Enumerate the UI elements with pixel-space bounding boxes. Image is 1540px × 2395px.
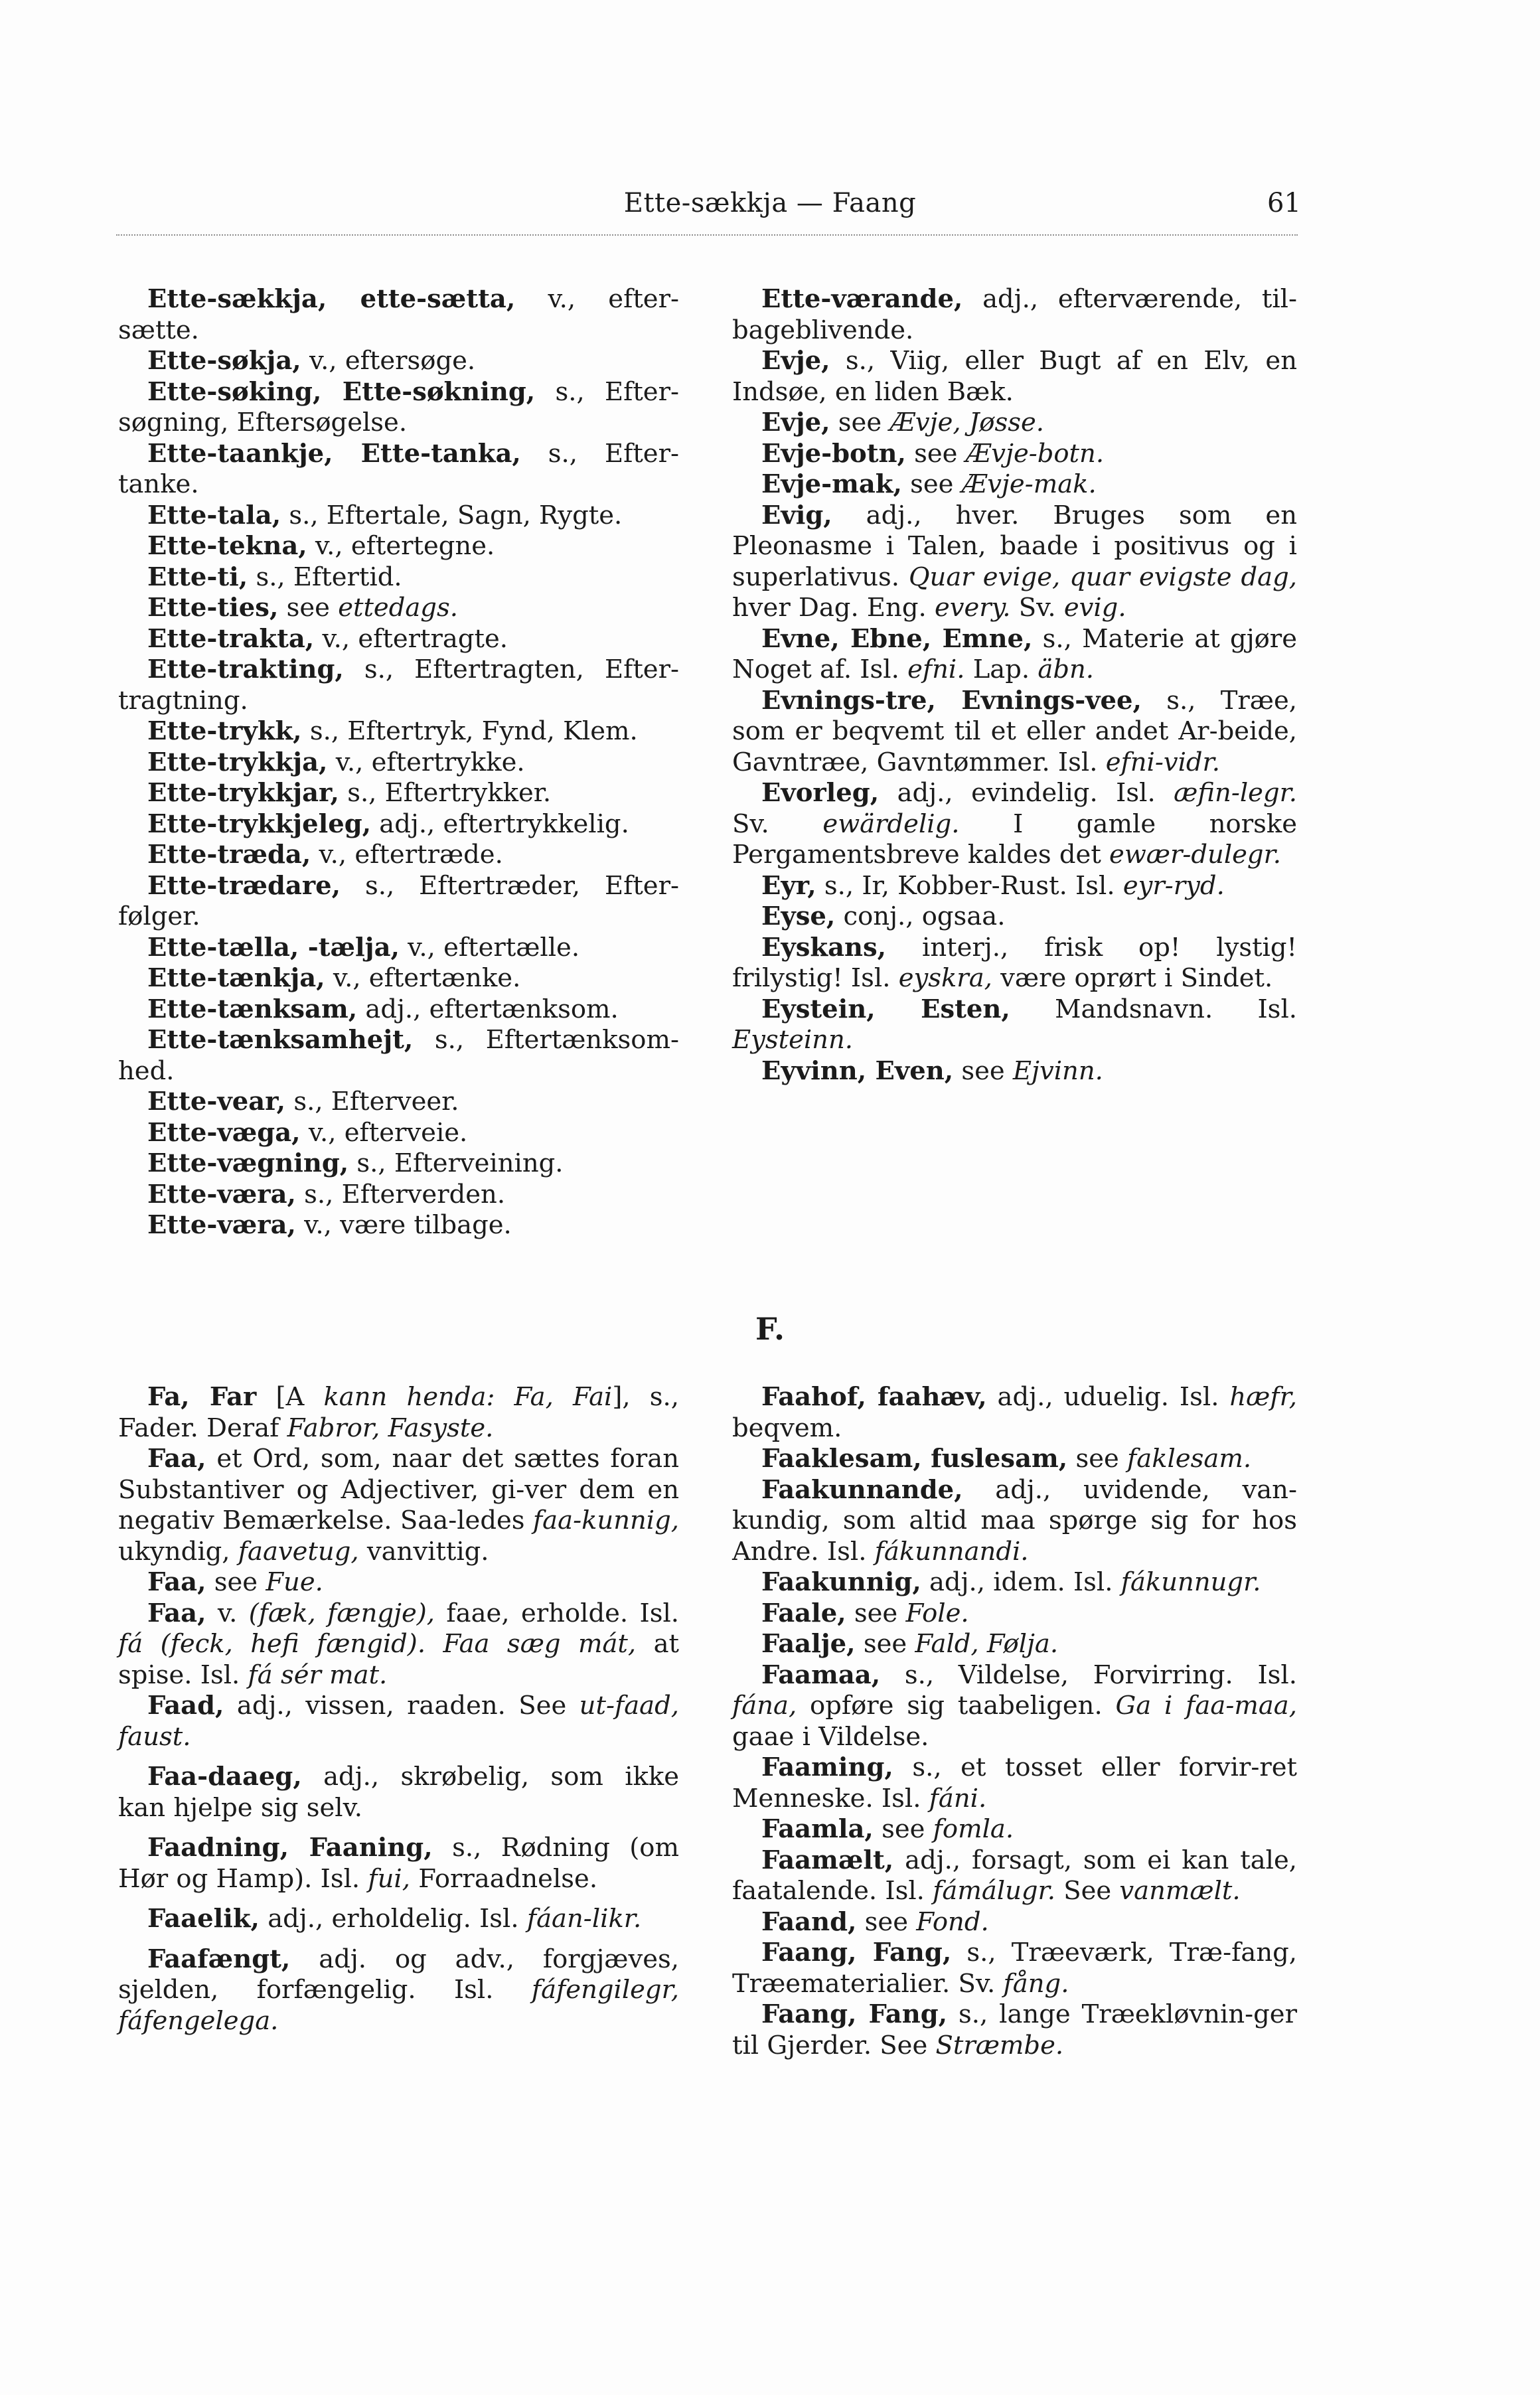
dictionary-entry (732, 1660, 1297, 1753)
italic-text: efni. (907, 655, 965, 684)
page-header-title: Ette-sækkja — Faang (623, 188, 917, 218)
definition-text: adj., uvidende, van-kundig, som altid maa spørge sig for hos Andre. Isl. (732, 1474, 1297, 1567)
definition-text: vanvittig. (358, 1536, 489, 1567)
headword: Evig, (761, 500, 832, 530)
definition-text: s., et tosset eller forvir-ret Menneske. Isl. (732, 1752, 1297, 1814)
italic-text: evig. (1063, 593, 1126, 623)
definition-text: s., Eftertrykker. (339, 778, 552, 808)
headword: Evje, (761, 408, 830, 437)
definition-text: s., Træe, som er beqvemt til et eller andet Ar-beide, Gavntræe, Gavntømmer. Isl. (732, 685, 1297, 777)
definition-text: see (855, 1629, 915, 1659)
italic-text: Fole. (905, 1598, 969, 1628)
definition-text: see (901, 469, 962, 499)
dictionary-entry (732, 469, 1297, 501)
headword: Evje, (761, 346, 830, 376)
definition-text: adj. og adv., forgjæves, sjelden, forfængelig. Isl. (118, 1944, 679, 2005)
dictionary-entry (118, 377, 679, 439)
dictionary-entry (118, 1210, 679, 1241)
headword: Ette-trædare, (147, 870, 341, 901)
column-left-lower (118, 1382, 679, 2037)
definition-text: s., Eftertryk, Fynd, Klem. (301, 716, 638, 746)
dictionary-entry (118, 933, 679, 964)
italic-text: fákunnandi. (874, 1536, 1029, 1567)
dictionary-entry (732, 1845, 1297, 1907)
headword: Faad, (147, 1691, 224, 1721)
italic-text: Ga i faa-maa, (1115, 1691, 1297, 1721)
dictionary-entry (118, 747, 679, 779)
headword: Ette-vear, (147, 1087, 286, 1117)
dictionary-entry (118, 1087, 679, 1118)
dictionary-entry (732, 1752, 1297, 1814)
dictionary-entry (732, 994, 1297, 1056)
dictionary-entry (732, 1475, 1297, 1568)
headword: Ette-trakting, (147, 655, 344, 684)
dictionary-entry (118, 1567, 679, 1598)
dictionary-entry (732, 778, 1297, 871)
dictionary-entry (732, 901, 1297, 933)
definition-text: ], s., Fader. Deraf (118, 1382, 679, 1443)
italic-text: faa-kunnig, (532, 1506, 679, 1535)
definition-text: see (873, 1814, 933, 1844)
dictionary-entry (732, 1814, 1297, 1845)
italic-text: Eysteinn. (732, 1025, 854, 1055)
headword: Ette-trykkjeleg, (147, 809, 372, 839)
headword: Ette-tænkja, (147, 963, 325, 993)
italic-text: fáni. (929, 1783, 987, 1814)
dictionary-entry (118, 1833, 679, 1894)
definition-text: adj., hver. Bruges som en Pleonasme i Talen, baade i positivus og i superlativus. (732, 500, 1297, 592)
headword: Ette-tala, (147, 500, 281, 530)
italic-text: eyskra, (898, 963, 992, 993)
column-right-upper (732, 284, 1297, 1087)
definition-text: s., Efterveining. (348, 1148, 564, 1178)
definition-text: see (206, 1567, 266, 1597)
dictionary-entry (118, 1944, 679, 2037)
headword: Faahof, faahæv, (761, 1382, 987, 1412)
definition-text: s., Efterveer. (285, 1087, 459, 1117)
headword: Faaelik, (147, 1904, 260, 1934)
definition-text: hver Dag. Eng. (732, 593, 935, 623)
definition-text: s., lange Træekløvnin-ger til Gjerder. See (732, 1999, 1297, 2060)
definition-text: s., Efter-søgning, Eftersøgelse. (118, 376, 680, 437)
definition-text: interj., frisk op! lystig! frilystig! Isl. (732, 932, 1297, 993)
italic-text: ut-faad, faust. (118, 1691, 679, 1752)
headword: Eyr, (761, 870, 816, 901)
definition-text: See (1055, 1876, 1120, 1906)
definition-text: I gamle norske Pergamentsbreve kaldes det (732, 809, 1297, 870)
dictionary-entry (732, 1629, 1297, 1660)
dictionary-entry (732, 501, 1297, 624)
definition-text: v., efter-sætte. (118, 284, 679, 345)
definition-text: adj., uduelig. Isl. (986, 1382, 1230, 1412)
dictionary-entry (118, 963, 679, 994)
definition-text: v., eftertegne. (307, 531, 495, 561)
definition-text: s., Materie at gjøre Noget af. Isl. (732, 623, 1297, 684)
headword: Faalje, (761, 1629, 856, 1659)
dictionary-entry (118, 439, 679, 501)
headword: Ette-træda, (147, 840, 311, 870)
definition-text: Sv. (1010, 593, 1064, 623)
headword: Ette-vægning, (147, 1148, 349, 1178)
definition-text: adj., vissen, raaden. See (224, 1691, 579, 1721)
italic-text: Fabror, Fasyste. (287, 1413, 494, 1443)
italic-text: Ævje-botn. (965, 438, 1105, 469)
dictionary-entry (118, 501, 679, 532)
italic-text: hæfr, (1229, 1382, 1298, 1412)
headword: Faakunnande, (761, 1474, 963, 1505)
definition-text: see (830, 408, 890, 437)
headword: Ette-væra, (147, 1179, 296, 1209)
headword: Ette-tekna, (147, 531, 307, 561)
definition-text: adj., efterværende, til-bageblivende. (732, 284, 1297, 345)
headword: Faang, Fang, (761, 1938, 952, 1968)
definition-text: s., Viig, eller Bugt af en Elv, en Indsøe, en liden Bæk. (732, 346, 1297, 407)
italic-text: æfin-legr. (1174, 778, 1297, 808)
headword: Ette-søkja, (147, 346, 301, 376)
dictionary-entry (732, 1382, 1297, 1444)
dictionary-entry (118, 1904, 679, 1935)
definition-text: adj., evindelig. Isl. (879, 778, 1174, 808)
italic-text: fui, (368, 1863, 410, 1894)
headword: Ette-trykkja, (147, 747, 328, 777)
italic-text: Fald, Følja. (915, 1629, 1059, 1659)
dictionary-entry (118, 840, 679, 871)
definition-text: Mandsnavn. Isl. (1010, 994, 1297, 1024)
definition-text: adj., forsagt, som ei kan tale, faatalende. Isl. (732, 1845, 1297, 1906)
definition-text: s., Eftertænksom-hed. (118, 1025, 679, 1086)
headword: Eyse, (761, 901, 836, 931)
definition-text: være oprørt i Sindet. (992, 963, 1273, 993)
dictionary-entry (118, 1148, 679, 1180)
page-number: 61 (1267, 188, 1301, 218)
dictionary-entry (118, 1691, 679, 1752)
headword: Faamaa, (761, 1660, 881, 1690)
headword: Ette-trykkjar, (147, 778, 339, 808)
dictionary-entry (118, 1444, 679, 1567)
headword: Eystein, Esten, (761, 994, 1010, 1024)
definition-text: adj., skrøbelig, som ikke kan hjelpe sig selv. (118, 1762, 679, 1823)
italic-text: fá (feck, hefi fængid). Faa sæg mát, (118, 1629, 637, 1659)
dictionary-entry (118, 624, 679, 655)
definition-text: s., Efterverden. (295, 1179, 506, 1209)
definition-text: at spise. Isl. (118, 1629, 680, 1690)
dictionary-entry (732, 1598, 1297, 1630)
definition-text: s., Efter-tanke. (118, 438, 680, 499)
section-letter: F. (755, 1311, 785, 1347)
italic-text: vanmælt. (1119, 1876, 1241, 1906)
headword: Faa, (147, 1567, 206, 1597)
dictionary-entry (732, 408, 1297, 439)
dictionary-entry (732, 346, 1297, 408)
dictionary-entry (118, 1118, 679, 1149)
dictionary-entry (732, 1907, 1297, 1938)
definition-text: s., Eftertragten, Efter-tragtning. (118, 655, 679, 716)
dictionary-entry (732, 871, 1297, 902)
dictionary-entry (118, 655, 679, 716)
definition-text: [A (256, 1382, 324, 1412)
headword: Faamla, (761, 1814, 874, 1844)
italic-text: kann henda: Fa, Fai (323, 1382, 613, 1412)
definition-text: s., Eftertid. (248, 562, 402, 592)
header-rule (116, 234, 1298, 236)
italic-text: Quar evige, quar evigste dag, (908, 562, 1297, 592)
italic-text: Ævje, Jøsse. (889, 408, 1044, 437)
definition-text: v., eftertrykke. (327, 747, 525, 777)
definition-text: v., være tilbage. (295, 1210, 512, 1240)
definition-text: adj., idem. Isl. (921, 1567, 1121, 1597)
headword: Faadning, Faaning, (147, 1833, 433, 1863)
headword: Faang, Fang, (761, 1999, 948, 2029)
headword: Faamælt, (761, 1845, 894, 1875)
headword: Faale, (761, 1598, 846, 1628)
dictionary-entry (118, 1762, 679, 1823)
headword: Fa, Far (147, 1382, 257, 1412)
headword: Ette-søking, Ette-søkning, (147, 376, 536, 407)
italic-text: Fue. (266, 1567, 323, 1597)
headword: Ette-væga, (147, 1117, 301, 1148)
headword: Ette-værande, (761, 284, 963, 314)
italic-text: fá sér mat. (248, 1660, 388, 1690)
dictionary-entry (732, 1938, 1297, 1999)
dictionary-entry (118, 809, 679, 840)
headword: Ette-taankje, Ette-tanka, (147, 438, 521, 469)
headword: Ette-tælla, -tælja, (147, 932, 400, 963)
headword: Eyvinn, Even, (761, 1055, 954, 1086)
dictionary-entry (732, 624, 1297, 686)
definition-text: see (856, 1906, 917, 1937)
dictionary-entry (118, 562, 679, 593)
italic-text: ewær-dulegr. (1109, 840, 1281, 870)
dictionary-entry (118, 1025, 679, 1087)
headword: Ette-tænksam, (147, 994, 358, 1024)
definition-text: see (846, 1598, 906, 1628)
dictionary-entry (118, 1180, 679, 1211)
italic-text: Ævje-mak. (961, 469, 1097, 499)
italic-text: Stræmbe. (935, 2030, 1064, 2060)
dictionary-entry (118, 871, 679, 933)
definition-text: s., Vildelse, Forvirring. Isl. (880, 1660, 1297, 1690)
definition-text: see (953, 1055, 1013, 1086)
dictionary-entry (118, 531, 679, 562)
dictionary-entry (732, 1444, 1297, 1475)
definition-text: see (905, 438, 966, 469)
definition-text: beqvem. (732, 1413, 842, 1443)
definition-text: v. (206, 1598, 249, 1628)
italic-text: faavetug, (238, 1536, 359, 1567)
definition-text: s., Rødning (om Hør og Hamp). Isl. (118, 1833, 679, 1894)
headword: Ette-tænksamhejt, (147, 1025, 414, 1055)
definition-text: Lap. (964, 655, 1038, 684)
headword: Ette-trakta, (147, 623, 315, 654)
italic-text: fáan-likr. (526, 1904, 642, 1934)
italic-text: fomla. (933, 1814, 1014, 1844)
definition-text: see (1067, 1444, 1128, 1474)
headword: Faaklesam, fuslesam, (761, 1444, 1068, 1474)
dictionary-entry (118, 284, 679, 346)
definition-text: v., eftertænke. (325, 963, 521, 993)
headword: Faakunnig, (761, 1567, 921, 1597)
headword: Evne, Ebne, Emne, (761, 623, 1033, 654)
dictionary-entry (732, 1056, 1297, 1087)
definition-text: conj., ogsaa. (835, 901, 1006, 931)
definition-text: v., eftersøge. (301, 346, 476, 376)
headword: Faafængt, (147, 1944, 291, 1974)
italic-text: fámálugr. (933, 1876, 1055, 1906)
italic-text: every. (934, 593, 1011, 623)
italic-text: Ejvinn. (1012, 1055, 1103, 1086)
dictionary-entry (118, 1598, 679, 1691)
definition-text: et Ord, som, naar det sættes foran Substantiver og Adjectiver, gi-ver dem en negativ Bemærkelse. Saa-ledes (118, 1444, 679, 1535)
italic-text: eyr-ryd. (1122, 870, 1225, 901)
italic-text: faklesam. (1127, 1444, 1252, 1474)
definition-text: Forraadnelse. (410, 1863, 598, 1894)
headword: Eyskans, (761, 932, 887, 963)
italic-text: Fond. (916, 1906, 989, 1937)
italic-text: fákunnugr. (1120, 1567, 1261, 1597)
dictionary-entry (732, 1567, 1297, 1598)
dictionary-entry (118, 1382, 679, 1444)
definition-text: Sv. (732, 809, 823, 839)
definition-text: faae, erholde. Isl. (435, 1598, 680, 1628)
definition-text: adj., erholdelig. Isl. (259, 1904, 527, 1934)
headword: Evje-mak, (761, 469, 902, 499)
headword: Ette-ties, (147, 593, 279, 623)
definition-text: v., eftertragte. (314, 623, 508, 654)
dictionary-entry (732, 284, 1297, 346)
dictionary-entry (118, 994, 679, 1026)
definition-text: s., Ir, Kobber-Rust. Isl. (816, 870, 1123, 901)
headword: Ette-ti, (147, 562, 248, 592)
headword: Faa, (147, 1444, 206, 1474)
definition-text: opføre sig taabeligen. (797, 1691, 1116, 1721)
headword: Evje-botn, (761, 438, 906, 469)
headword: Ette-trykk, (147, 716, 302, 746)
dictionary-entry (118, 346, 679, 377)
italic-text: fång. (1003, 1968, 1069, 1999)
dictionary-entry (732, 686, 1297, 779)
definition-text: see (278, 593, 339, 623)
dictionary-entry (118, 593, 679, 624)
definition-text: ukyndig, (118, 1536, 238, 1567)
italic-text: efni-vidr. (1105, 747, 1220, 777)
definition-text: gaae i Vildelse. (732, 1721, 929, 1752)
definition-text: s., Eftertale, Sagn, Rygte. (281, 500, 623, 530)
definition-text: adj., eftertrykkelig. (371, 809, 629, 839)
italic-text: fáfengilegr, fáfengelega. (118, 1975, 679, 2036)
definition-text: v., eftertælle. (399, 932, 580, 963)
dictionary-entry (118, 778, 679, 809)
headword: Faa-daaeg, (147, 1762, 302, 1792)
dictionary-entry (732, 933, 1297, 994)
definition-text: v., eftertræde. (311, 840, 503, 870)
headword: Ette-væra, (147, 1210, 296, 1240)
headword: Faand, (761, 1906, 857, 1937)
column-right-lower (732, 1382, 1297, 2061)
definition-text: v., efterveie. (300, 1117, 468, 1148)
italic-text: ewärdelig. (822, 809, 960, 839)
dictionary-entry (732, 439, 1297, 470)
headword: Ette-sækkja, ette-sætta, (147, 284, 516, 314)
headword: Faa, (147, 1598, 206, 1628)
column-left-upper (118, 284, 679, 1241)
italic-text: fána, (732, 1691, 797, 1721)
italic-text: (fæk, fængje), (248, 1598, 435, 1628)
headword: Faaming, (761, 1752, 893, 1782)
dictionary-entry (732, 1999, 1297, 2061)
italic-text: ettedags. (338, 593, 458, 623)
headword: Evnings-tre, Evnings-vee, (761, 685, 1142, 716)
italic-text: äbn. (1038, 655, 1094, 684)
definition-text: s., Træeværk, Træ-fang, Træematerialier. Sv. (732, 1938, 1298, 1999)
definition-text: adj., eftertænksom. (357, 994, 619, 1024)
dictionary-entry (118, 716, 679, 747)
definition-text: s., Eftertræder, Efter-følger. (118, 870, 679, 931)
headword: Evorleg, (761, 778, 880, 808)
